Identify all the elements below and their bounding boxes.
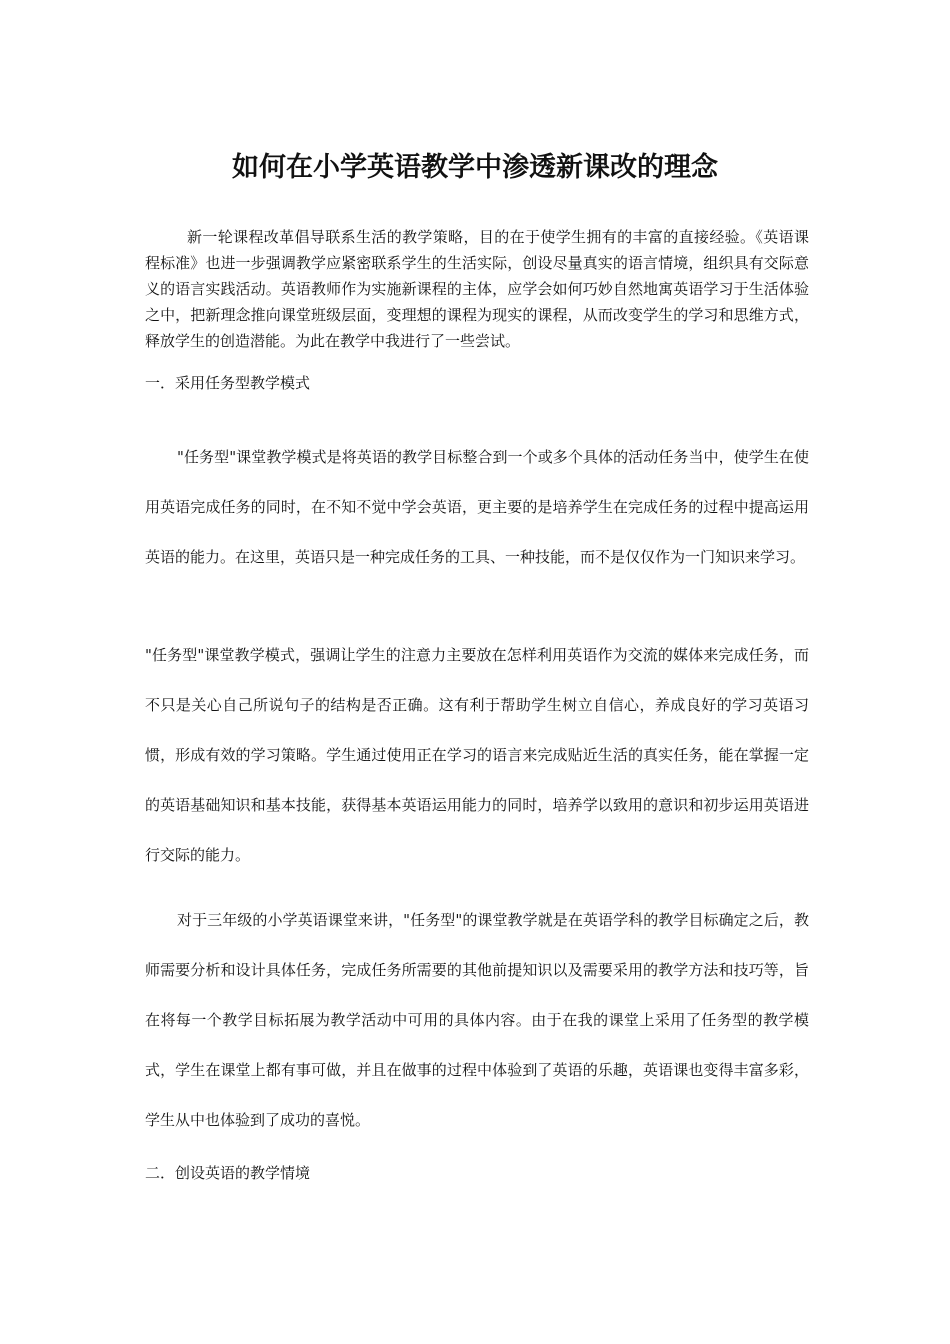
section-heading-2: 二．创设英语的教学情境 <box>145 1164 311 1182</box>
section-heading-1: 一．采用任务型教学模式 <box>145 374 311 392</box>
section1-paragraph-1: "任务型"课堂教学模式是将英语的教学目标整合到一个或多个具体的活动任务当中，使学生在使用英语完成任务的同时，在不知不觉中学会英语，更主要的是培养学生在完成任务的过程中提高运用英语的能力。在这里，英语只是一种完成任务的工具、一种技能，而不是仅仅作为一门知识来学习。 <box>145 448 809 566</box>
document-title: 如何在小学英语教学中渗透新课改的理念 <box>232 152 718 183</box>
intro-paragraph: 新一轮课程改革倡导联系生活的教学策略，目的在于使学生拥有的丰富的直接经验。《英语课程标准》也进一步强调教学应紧密联系学生的生活实际，创设尽量真实的语言情境，组织具有交际意义的语言实践活动。英语教师作为实施新课程的主体，应学会如何巧妙自然地寓英语学习于生活体验之中，把新理念推向课堂班级层面，变理想的课程为现实的课程，从而改变学生的学习和思维方式，释放学生的创造潜能。为此在教学中我进行了一些尝试。 <box>145 228 809 350</box>
section1-paragraph-3: 对于三年级的小学英语课堂来讲，"任务型"的课堂教学就是在英语学科的教学目标确定之后，教师需要分析和设计具体任务，完成任务所需要的其他前提知识以及需要采用的教学方法和技巧等，旨在将每一个教学目标拓展为教学活动中可用的具体内容。由于在我的课堂上采用了任务型的教学模式，学生在课堂上都有事可做，并且在做事的过程中体验到了英语的乐趣，英语课也变得丰富多彩，学生从中也体验到了成功的喜悦。 <box>145 911 809 1129</box>
section1-paragraph-2: "任务型"课堂教学模式，强调让学生的注意力主要放在怎样利用英语作为交流的媒体来完成任务，而不只是关心自己所说句子的结构是否正确。这有利于帮助学生树立自信心，养成良好的学习英语习惯，形成有效的学习策略。学生通过使用正在学习的语言来完成贴近生活的真实任务，能在掌握一定的英语基础知识和基本技能，获得基本英语运用能力的同时，培养学以致用的意识和初步运用英语进行交际的能力。 <box>145 646 809 864</box>
